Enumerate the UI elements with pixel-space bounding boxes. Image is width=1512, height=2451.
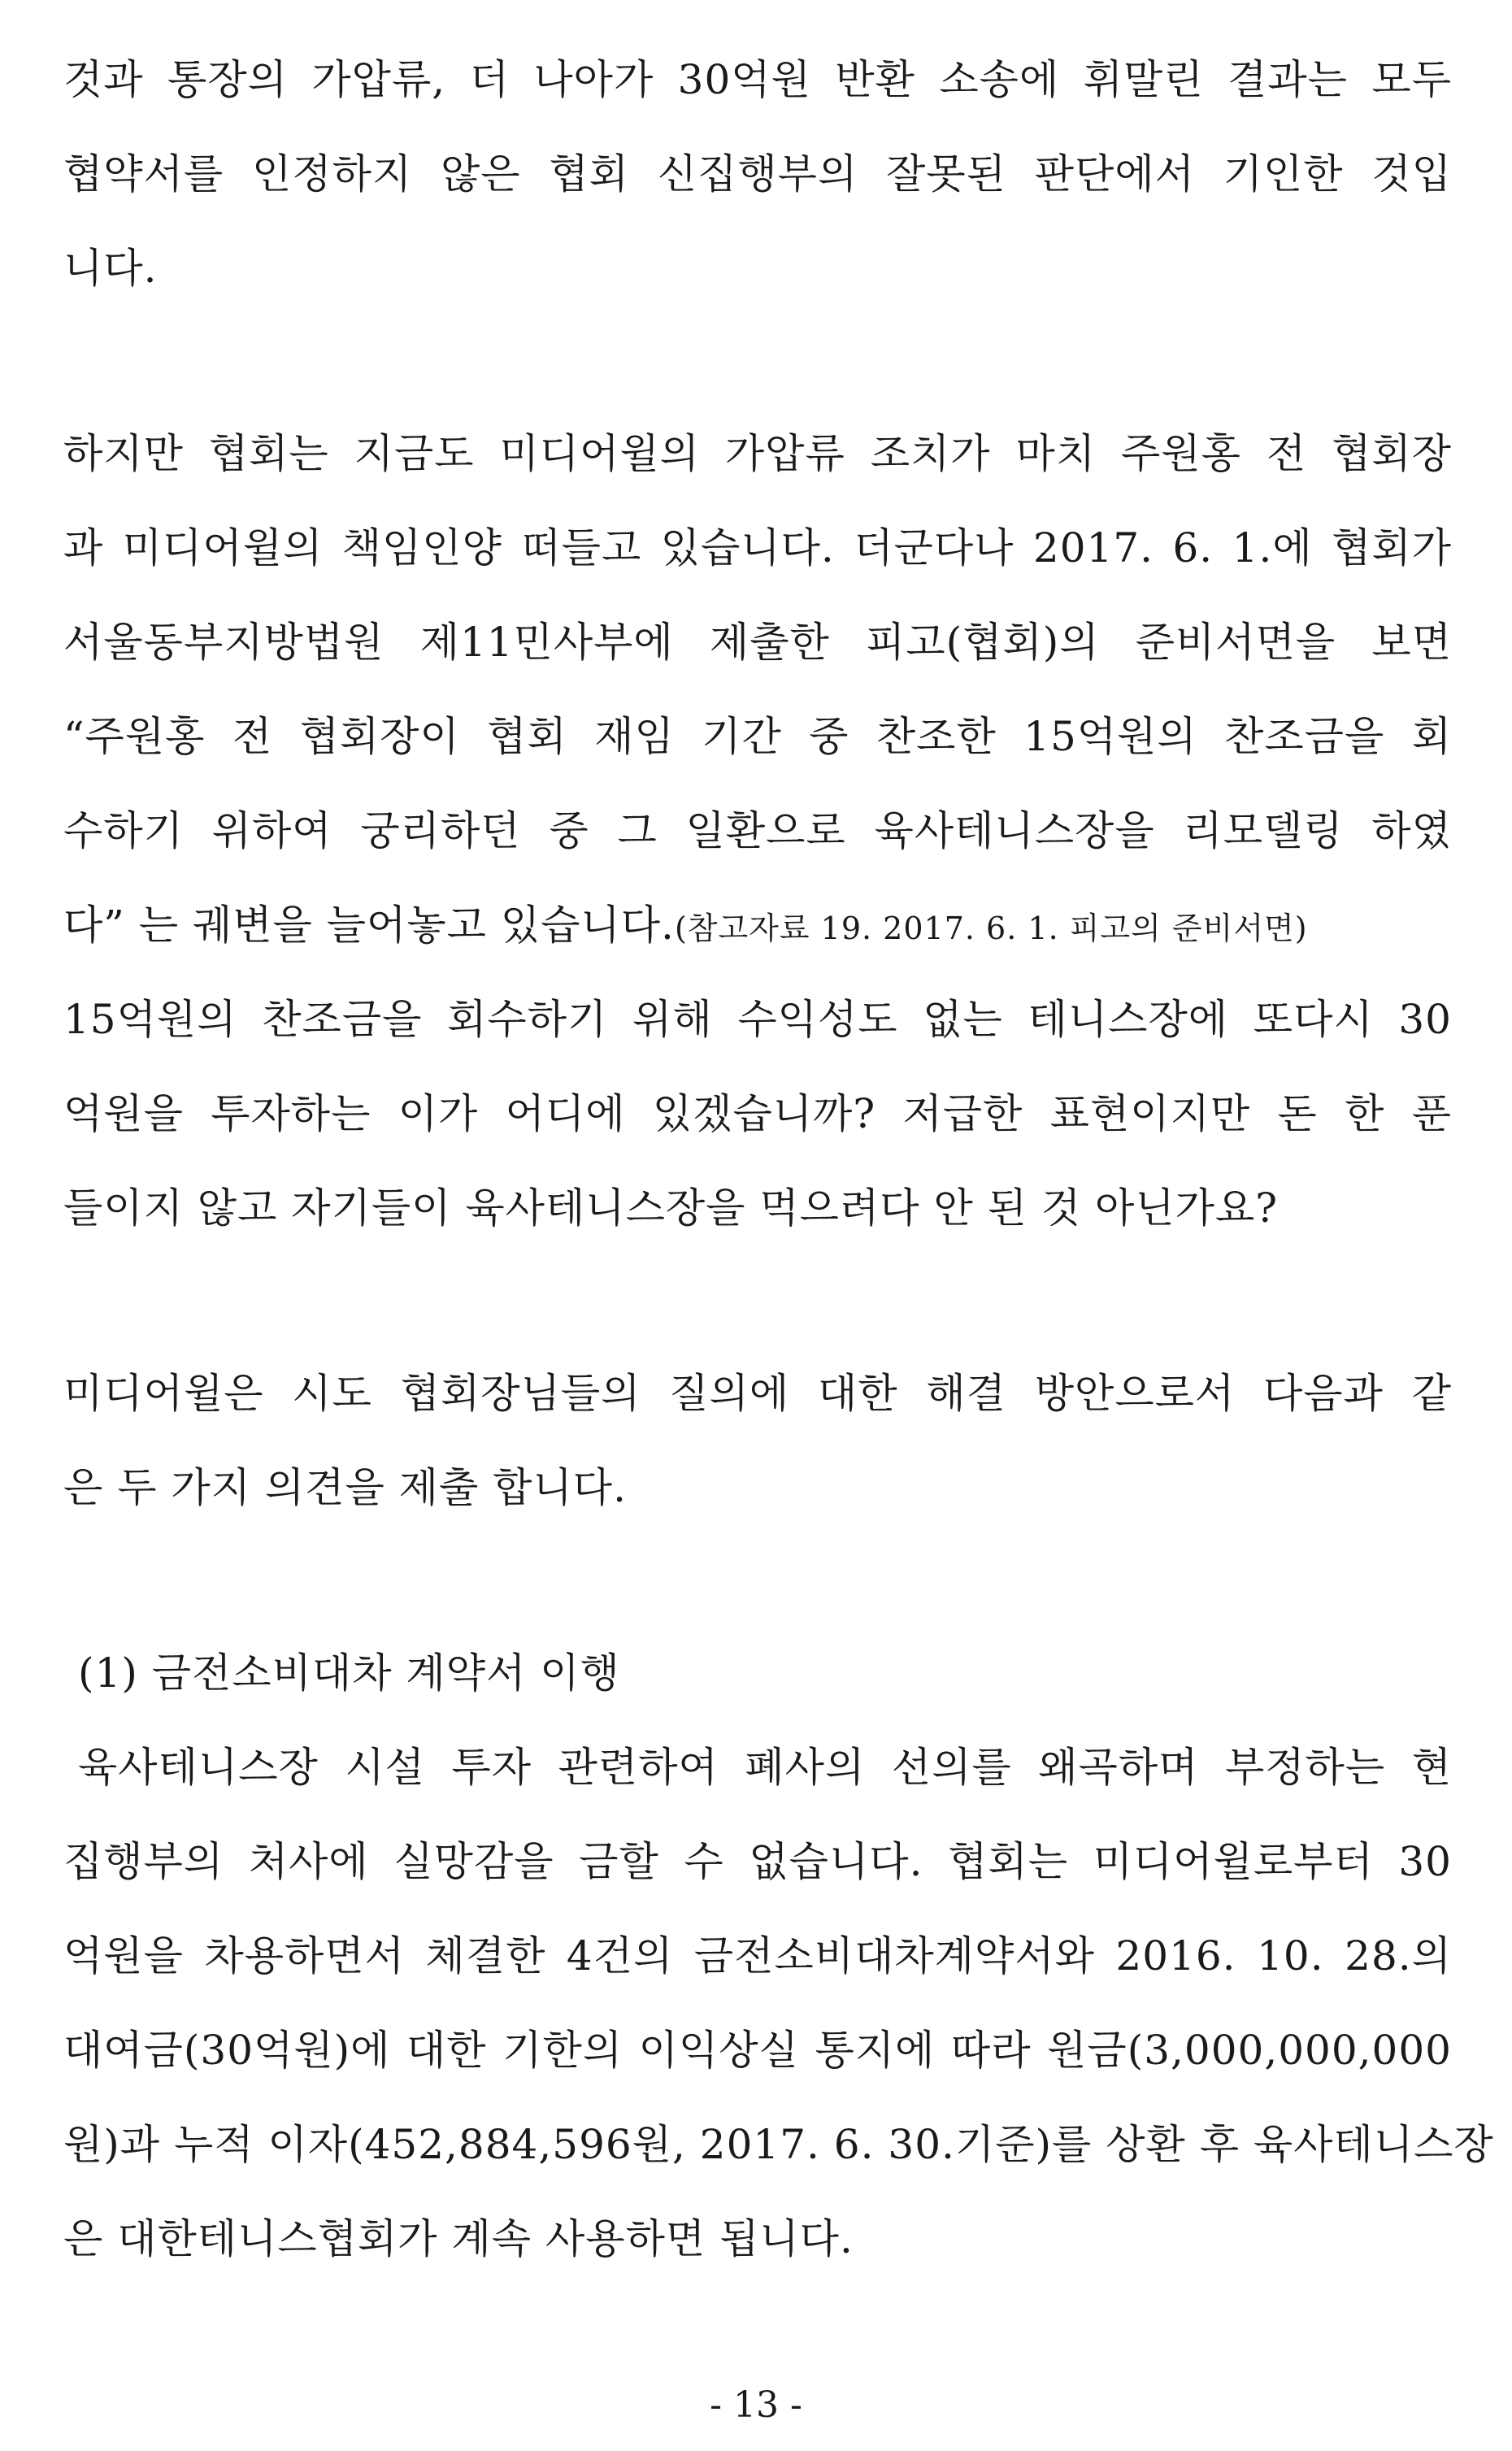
reference-note: (참고자료 19. 2017. 6. 1. 피고의 준비서면) bbox=[674, 910, 1308, 946]
paragraph-line: 수하기 위하여 궁리하던 중 그 일환으로 육사테니스장을 리모델링 하였 bbox=[63, 807, 1452, 854]
paragraph-line: 과 미디어윌의 책임인양 떠들고 있습니다. 더군다나 2017. 6. 1.에 협회가 bbox=[63, 524, 1452, 571]
paragraph-line: 억원을 차용하면서 체결한 4건의 금전소비대차계약서와 2016. 10. 28.의 bbox=[63, 1932, 1452, 1979]
paragraph-line: 서울동부지방법원 제11민사부에 제출한 피고(협회)의 준비서면을 보면 bbox=[63, 619, 1452, 666]
paragraph-line: 집행부의 처사에 실망감을 금할 수 없습니다. 협회는 미디어윌로부터 30 bbox=[63, 1838, 1452, 1885]
paragraph-line: 15억원의 찬조금을 회수하기 위해 수익성도 없는 테니스장에 또다시 30 bbox=[63, 996, 1452, 1043]
paragraph-line-with-note bbox=[63, 901, 1452, 950]
paragraph-line: 원)과 누적 이자(452,884,596원, 2017. 6. 30.기준)를 상환 후 육사테니스장 bbox=[63, 2121, 1494, 2168]
paragraph-line: 은 대한테니스협회가 계속 사용하면 됩니다. bbox=[63, 2215, 854, 2262]
paragraph-line: 육사테니스장 시설 투자 관련하여 폐사의 선의를 왜곡하며 부정하는 현 bbox=[78, 1744, 1452, 1791]
paragraph-line: 대여금(30억원)에 대한 기한의 이익상실 통지에 따라 원금(3,000,000,000 bbox=[63, 2027, 1452, 2074]
section-heading: (1) 금전소비대차 계약서 이행 bbox=[78, 1649, 620, 1697]
paragraph-line: 은 두 가지 의견을 제출 합니다. bbox=[63, 1464, 627, 1511]
paragraph-line: “주원홍 전 협회장이 협회 재임 기간 중 찬조한 15억원의 찬조금을 회 bbox=[63, 713, 1452, 760]
paragraph-line: 들이지 않고 자기들이 육사테니스장을 먹으려다 안 된 것 아닌가요? bbox=[63, 1184, 1279, 1232]
page-number: - 13 - bbox=[710, 2384, 802, 2426]
paragraph-line: 협약서를 인정하지 않은 협회 신집행부의 잘못된 판단에서 기인한 것입 bbox=[63, 150, 1452, 198]
paragraph-line: 억원을 투자하는 이가 어디에 있겠습니까? 저급한 표현이지만 돈 한 푼 bbox=[63, 1090, 1452, 1137]
paragraph-line: 하지만 협회는 지금도 미디어윌의 가압류 조치가 마치 주원홍 전 협회장 bbox=[63, 430, 1452, 477]
paragraph-line: 미디어윌은 시도 협회장님들의 질의에 대한 해결 방안으로서 다음과 같 bbox=[63, 1370, 1452, 1417]
paragraph-line: 것과 통장의 가압류, 더 나아가 30억원 반환 소송에 휘말린 결과는 모두 bbox=[63, 56, 1452, 103]
paragraph-line: 니다. bbox=[63, 245, 158, 292]
paragraph-line-text: 다” 는 궤변을 늘어놓고 있습니다. bbox=[63, 902, 675, 949]
